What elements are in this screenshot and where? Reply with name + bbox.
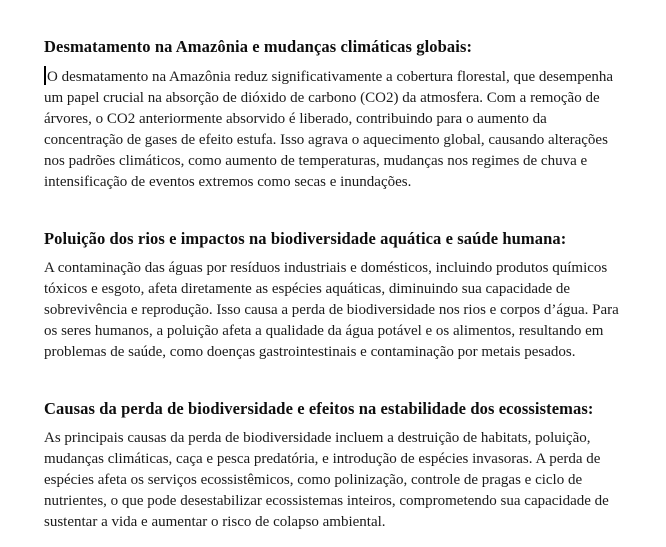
section-heading[interactable]: Desmatamento na Amazônia e mudanças climáticas globais: <box>44 37 473 56</box>
paragraph-text: O desmatamento na Amazônia reduz significativamente a cobertura florestal, que desempenha um papel crucial na absorção de dióxido de carbono (CO2) da atmosfera. Com a remoção de árvores, o CO2 anteriormente absorvido é liberado, contribuindo para o aumento da concentração de gases de efeito estufa. Isso agrava o aquecimento global, causando alterações nos padrões climáticos, como aumento de temperaturas, mudanças nos regimes de chuva e intensificação de eventos extremos como secas e inundações. <box>44 69 614 190</box>
section-heading[interactable]: Poluição dos rios e impactos na biodiversidade aquática e saúde humana: <box>44 229 567 248</box>
document-section <box>44 36 622 193</box>
section-paragraph[interactable] <box>44 428 622 533</box>
section-paragraph[interactable] <box>44 258 622 363</box>
text-cursor-caret <box>44 66 46 85</box>
document-section <box>44 398 622 533</box>
section-heading[interactable]: Causas da perda de biodiversidade e efeitos na estabilidade dos ecossistemas: <box>44 399 594 418</box>
paragraph-text: A contaminação das águas por resíduos industriais e domésticos, incluindo produtos químicos tóxicos e esgoto, afeta diretamente as espécies aquáticas, diminuindo sua capacidade de sobrevivência e reprodução. Isso causa a perda de biodiversidade nos rios e corpos d’água. Para os seres humanos, a poluição afeta a qualidade da água potável e os alimentos, resultando em problemas de saúde, como doenças gastrointestinais e contaminação por metais pesados. <box>44 260 619 360</box>
section-paragraph[interactable] <box>44 66 622 193</box>
paragraph-text: As principais causas da perda de biodiversidade incluem a destruição de habitats, poluição, mudanças climáticas, caça e pesca predatória, e introdução de espécies invasoras. A perda de espécies afeta os serviços ecossistêmicos, como polinização, controle de pragas e ciclo de nutrientes, o que pode desestabilizar ecossistemas inteiros, comprometendo sua capacidade de sustentar a vida e aumentar o risco de colapso ambiental. <box>44 430 609 530</box>
document-section <box>44 228 622 363</box>
